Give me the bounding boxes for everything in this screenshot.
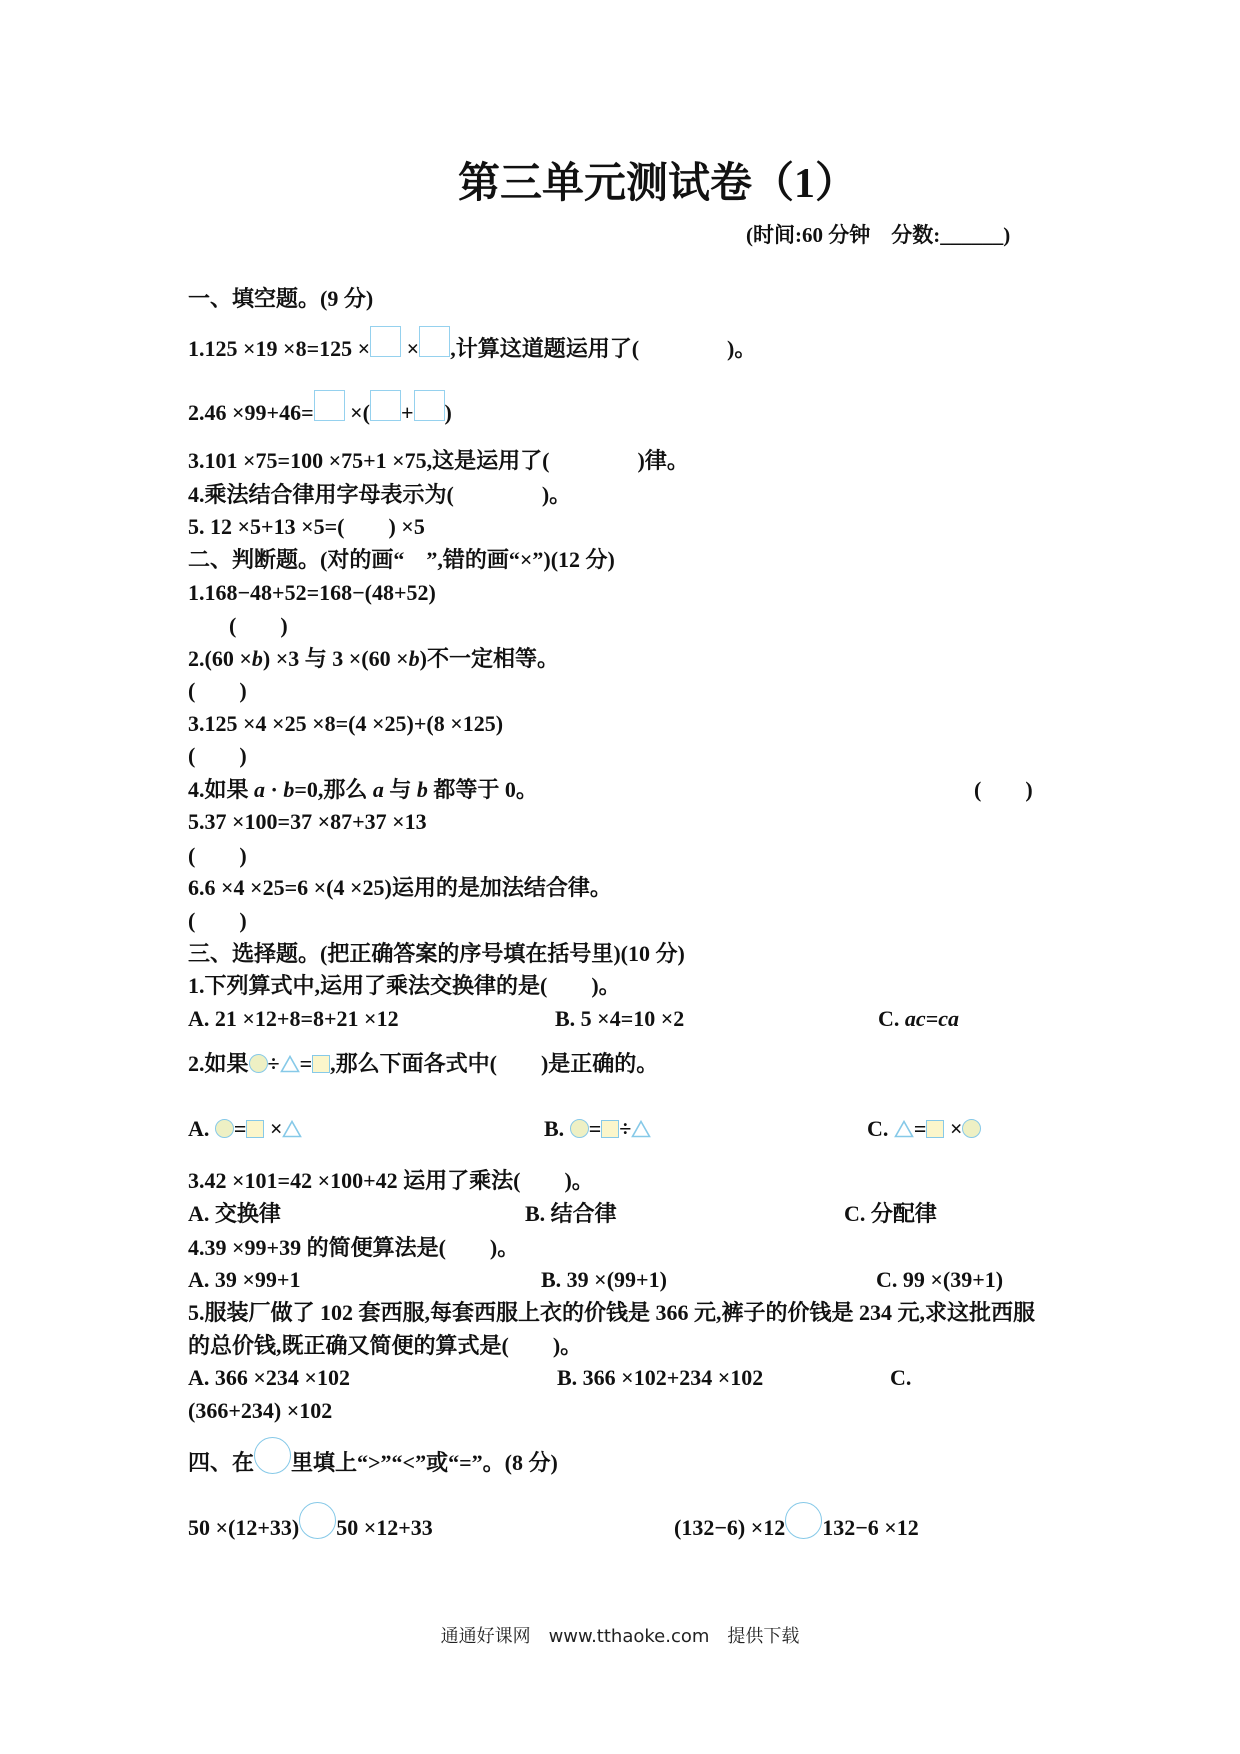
question-text: + <box>400 400 414 425</box>
circle-icon <box>215 1119 234 1138</box>
paper-title: 第三单元测试卷（1） <box>458 161 858 207</box>
option-a: A. 366 ×234 ×102 <box>188 1365 350 1390</box>
variable-a: a <box>372 777 384 802</box>
question-text: =0,那么 <box>294 777 373 802</box>
option-b: B. 结合律 <box>525 1201 617 1226</box>
judgment-question-2 <box>188 645 559 673</box>
variable-a: a <box>254 777 266 802</box>
expression-left: (132−6) ×12 <box>674 1515 786 1540</box>
option-b: B. 39 ×(99+1) <box>541 1267 667 1292</box>
time-and-score-line: (时间:60 分钟 分数:______) <box>746 223 1011 247</box>
choice-question-3-options <box>0 1200 1240 1228</box>
option-label: C. <box>867 1116 894 1141</box>
choice-question-5-stem-line-1: 5.服装厂做了 102 套西服,每套西服上衣的价钱是 366 元,裤子的价钱是 234 元,求这批西服 <box>188 1300 1036 1325</box>
section-1-heading: 一、填空题。(9 分) <box>188 286 374 311</box>
question-text: 1.125 ×19 ×8=125 × <box>188 336 371 361</box>
option-c <box>867 1115 981 1143</box>
option-b <box>544 1115 651 1143</box>
circle-icon <box>254 1437 291 1474</box>
section-2-heading: 二、判断题。(对的画“ ”,错的画“×”)(12 分) <box>188 547 615 572</box>
judgment-answer-blank-5: ( ) <box>188 843 247 868</box>
circle-icon <box>785 1502 822 1539</box>
judgment-question-4 <box>0 776 1240 804</box>
answer-box-icon <box>314 390 345 421</box>
fill-question-4: 4.乘法结合律用字母表示为( )。 <box>188 482 572 507</box>
fill-question-3: 3.101 ×75=100 ×75+1 ×75,这是运用了( )律。 <box>188 448 689 473</box>
square-icon <box>926 1120 944 1138</box>
page-footer: 通通好课网 www.tthaoke.com 提供下载 <box>440 1626 800 1647</box>
option-label: A. <box>188 1116 215 1141</box>
question-text: ) <box>444 400 452 425</box>
question-text: 4.如果 <box>188 777 255 802</box>
circle-icon <box>962 1119 981 1138</box>
variable-b: b <box>408 646 420 671</box>
option-c-expression: (366+234) ×102 <box>188 1398 333 1423</box>
variable-b: b <box>251 646 263 671</box>
question-text: × <box>401 336 420 361</box>
judgment-question-5: 5.37 ×100=37 ×87+37 ×13 <box>188 809 427 834</box>
choice-question-5-stem-line-2: 的总价钱,既正确又简便的算式是( )。 <box>188 1333 583 1358</box>
option-b: B. 366 ×102+234 ×102 <box>557 1365 764 1390</box>
choice-question-1-stem: 1.下列算式中,运用了乘法交换律的是( )。 <box>188 973 621 998</box>
choice-question-4-stem: 4.39 ×99+39 的简便算法是( )。 <box>188 1235 520 1260</box>
square-icon <box>601 1120 619 1138</box>
judgment-answer-blank-4: ( ) <box>974 777 1033 802</box>
question-text: = <box>299 1051 313 1076</box>
option-c <box>878 1005 959 1033</box>
triangle-icon <box>631 1120 651 1138</box>
option-text: = <box>588 1116 602 1141</box>
judgment-question-3: 3.125 ×4 ×25 ×8=(4 ×25)+(8 ×125) <box>188 711 504 736</box>
choice-question-2-options <box>0 1115 1240 1143</box>
option-c-label: C. <box>890 1365 912 1390</box>
question-text: )不一定相等。 <box>419 646 559 671</box>
option-text: × <box>264 1116 283 1141</box>
heading-text: 里填上“>”“<”或“=”。(8 分) <box>291 1450 558 1475</box>
fill-question-1 <box>188 335 756 363</box>
comparison-1 <box>188 1514 433 1542</box>
question-text: ,计算这道题运用了( )。 <box>450 336 757 361</box>
question-text-group <box>188 776 538 804</box>
question-text: 与 <box>383 777 417 802</box>
question-text: 都等于 0。 <box>427 777 538 802</box>
option-a: A. 交换律 <box>188 1201 281 1226</box>
heading-text: 四、在 <box>188 1450 255 1475</box>
variable-b: b <box>416 777 428 802</box>
judgment-answer-blank-2: ( ) <box>188 678 247 703</box>
option-text: = <box>913 1116 927 1141</box>
option-text: ÷ <box>619 1116 632 1141</box>
choice-question-3-stem: 3.42 ×101=42 ×100+42 运用了乘法( )。 <box>188 1168 594 1193</box>
judgment-question-1: 1.168−48+52=168−(48+52) <box>188 580 436 605</box>
section-3-heading: 三、选择题。(把正确答案的序号填在括号里)(10 分) <box>188 941 685 966</box>
option-a <box>188 1115 302 1143</box>
question-text: ×( <box>344 400 370 425</box>
option-label: B. <box>544 1116 570 1141</box>
answer-box-icon <box>419 326 450 357</box>
option-a: A. 21 ×12+8=8+21 ×12 <box>188 1006 399 1031</box>
expression-right: 132−6 ×12 <box>822 1515 919 1540</box>
answer-box-icon <box>370 390 401 421</box>
question-text: 2.46 ×99+46= <box>188 400 314 425</box>
square-icon <box>246 1120 264 1138</box>
judgment-question-6: 6.6 ×4 ×25=6 ×(4 ×25)运用的是加法结合律。 <box>188 875 612 900</box>
question-text: 2.(60 × <box>188 646 252 671</box>
option-c: C. 分配律 <box>844 1201 937 1226</box>
judgment-answer-blank-6: ( ) <box>188 908 247 933</box>
fill-question-5: 5. 12 ×5+13 ×5=( ) ×5 <box>188 514 425 539</box>
circle-icon <box>249 1054 268 1073</box>
circle-icon <box>570 1119 589 1138</box>
fill-question-2 <box>188 399 452 427</box>
question-text: ) ×3 与 3 ×(60 × <box>262 646 409 671</box>
option-text: = <box>233 1116 247 1141</box>
option-expression: ac=ca <box>904 1006 959 1031</box>
triangle-icon <box>894 1120 914 1138</box>
option-text: × <box>944 1116 963 1141</box>
comparison-row <box>0 1514 1240 1542</box>
triangle-icon <box>282 1120 302 1138</box>
circle-icon <box>299 1502 336 1539</box>
choice-question-5-options <box>0 1364 1240 1392</box>
expression-right: 50 ×12+33 <box>336 1515 433 1540</box>
comparison-2 <box>674 1514 919 1542</box>
option-label: C. <box>878 1006 905 1031</box>
answer-box-icon <box>414 390 445 421</box>
triangle-icon <box>280 1055 300 1073</box>
judgment-answer-blank-3: ( ) <box>188 743 247 768</box>
choice-question-2-stem <box>188 1050 658 1078</box>
question-text: ÷ <box>267 1051 280 1076</box>
variable-b: b <box>283 777 295 802</box>
square-icon <box>312 1055 330 1073</box>
option-c: C. 99 ×(39+1) <box>876 1267 1004 1292</box>
option-a: A. 39 ×99+1 <box>188 1267 301 1292</box>
option-b: B. 5 ×4=10 ×2 <box>555 1006 685 1031</box>
section-4-heading <box>188 1449 558 1477</box>
judgment-answer-blank-1: ( ) <box>229 613 288 638</box>
choice-question-1-options <box>0 1005 1240 1033</box>
choice-question-4-options <box>0 1266 1240 1294</box>
question-text: 2.如果 <box>188 1051 249 1076</box>
question-text: · <box>265 777 284 802</box>
answer-box-icon <box>370 326 401 357</box>
question-text: ,那么下面各式中( )是正确的。 <box>330 1051 659 1076</box>
expression-left: 50 ×(12+33) <box>188 1515 300 1540</box>
